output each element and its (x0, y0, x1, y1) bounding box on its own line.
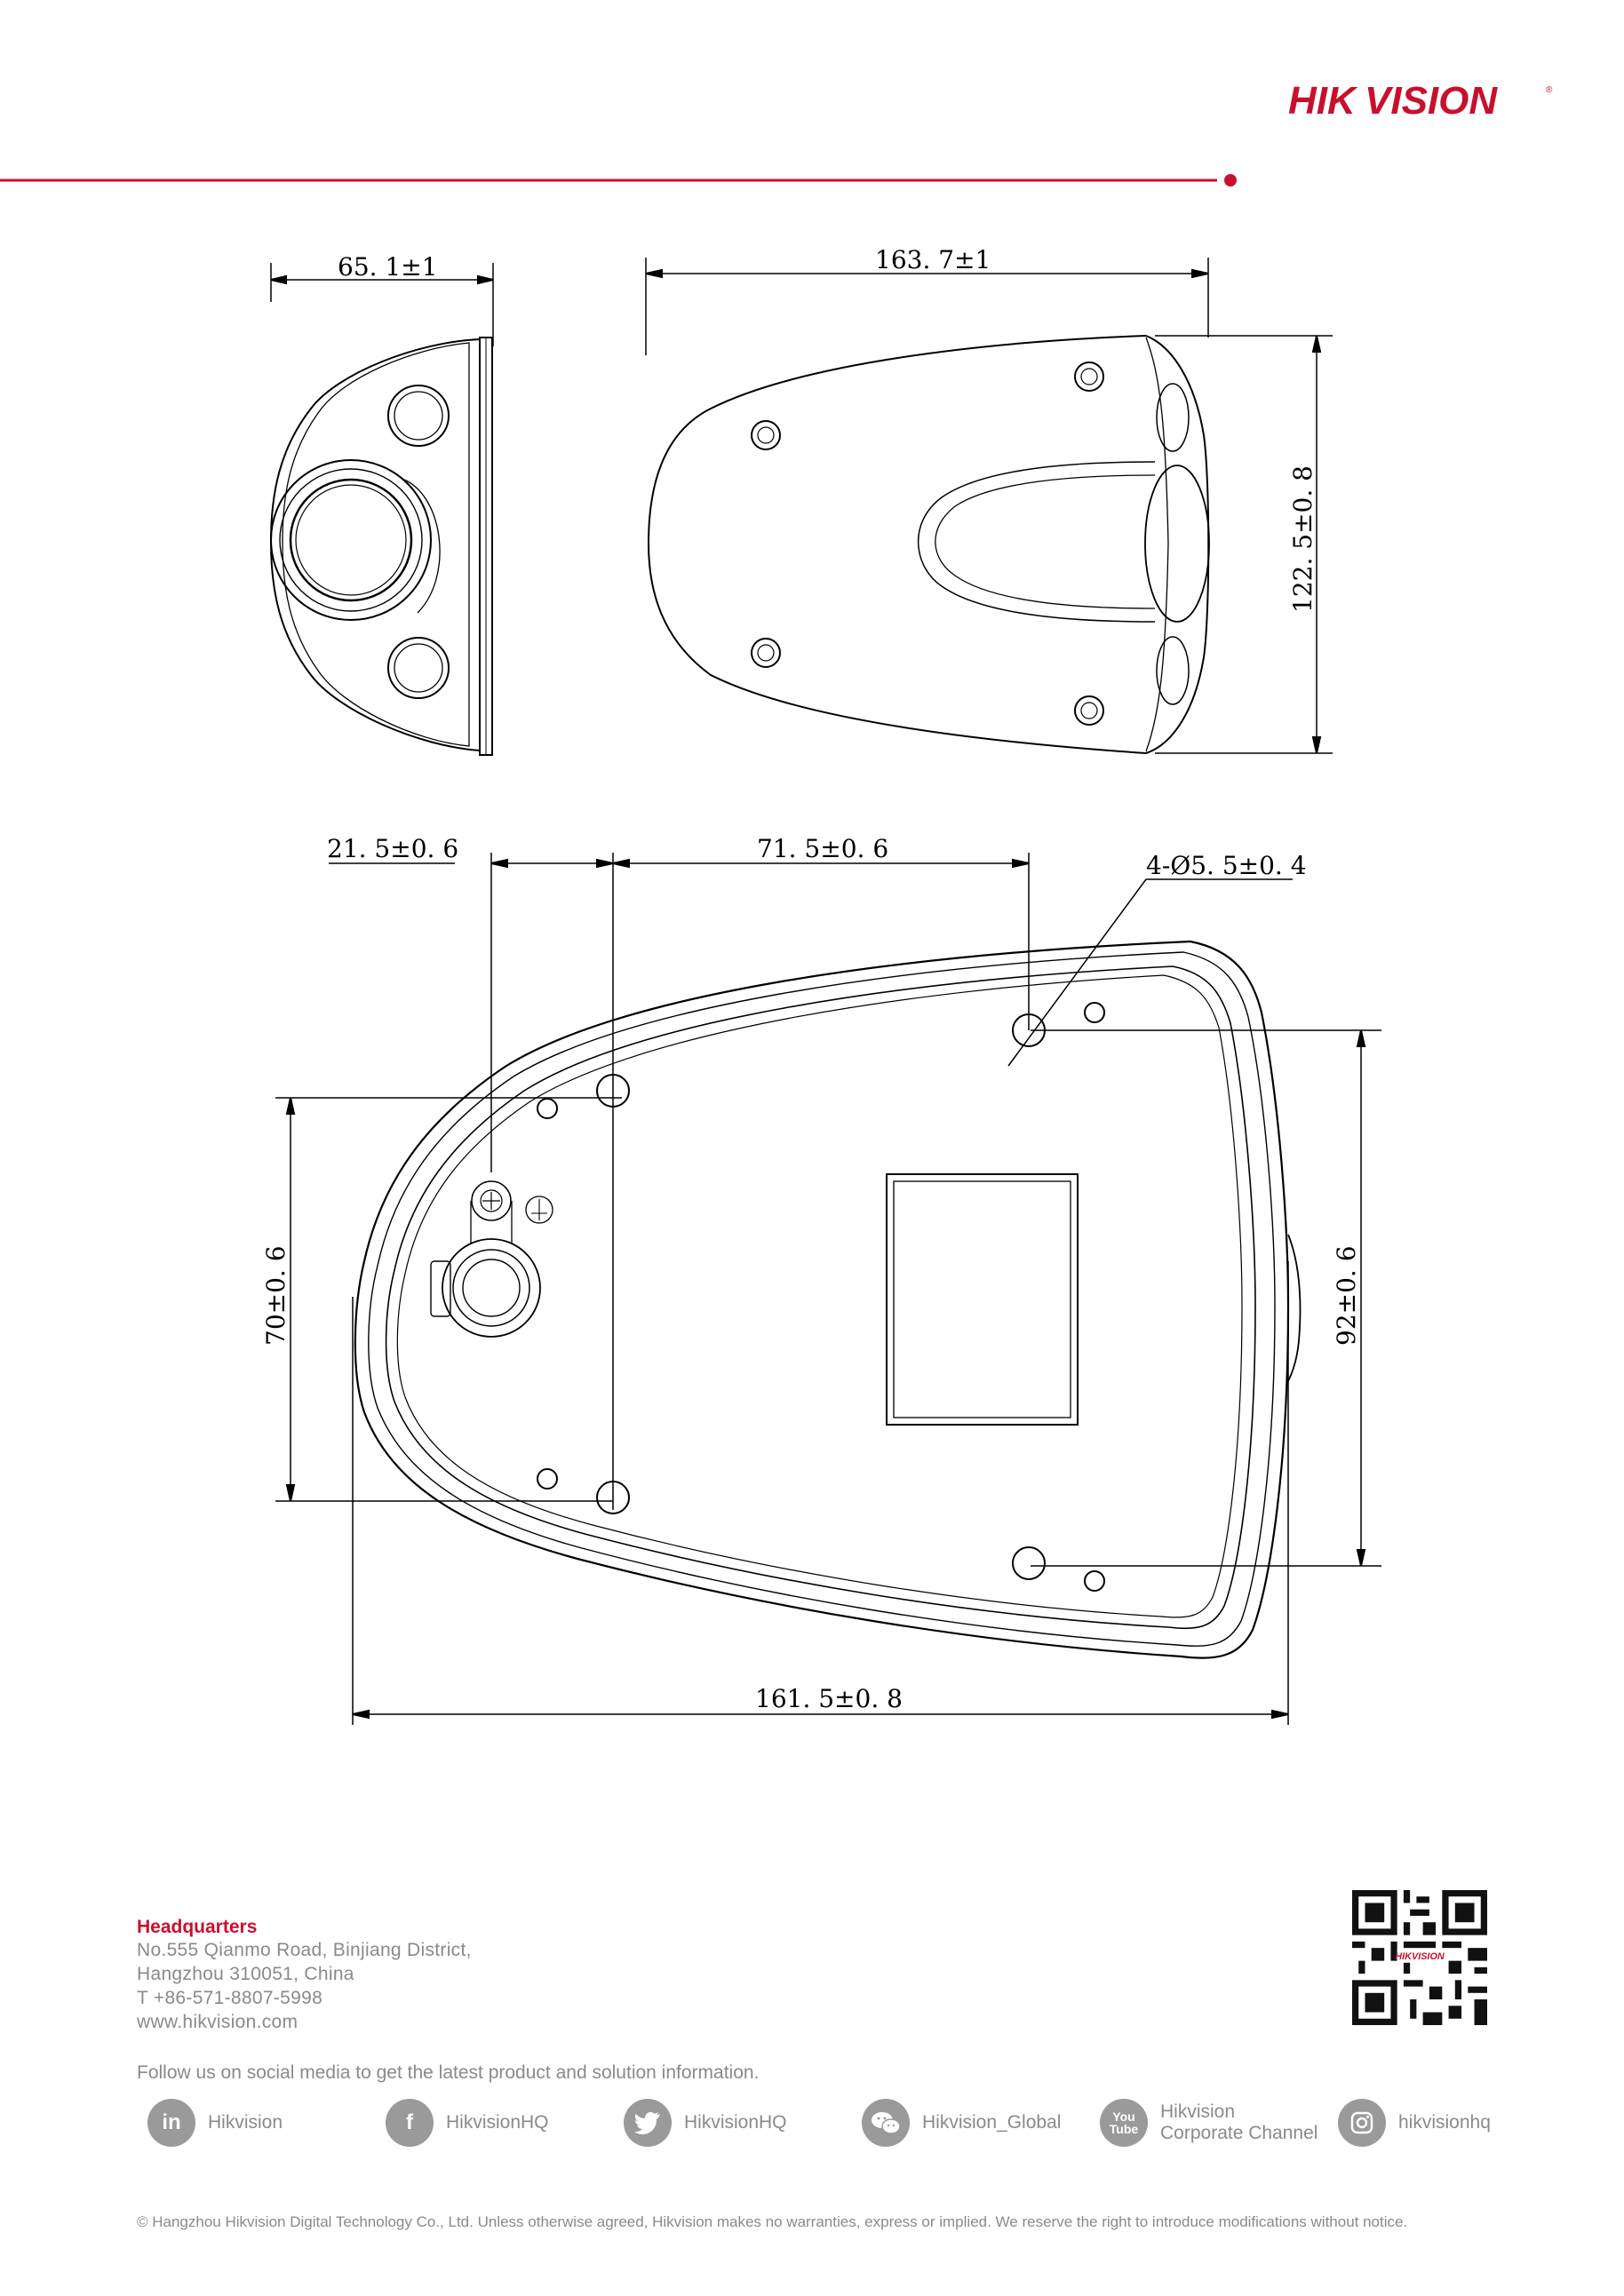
qr-code[interactable] (1352, 1890, 1487, 2025)
social-wechat[interactable] (862, 2096, 1061, 2149)
social-label: Hikvision (208, 2112, 283, 2133)
dim-offset-a: 21. 5±0. 6 (327, 834, 459, 863)
svg-text:HIKVISION: HIKVISION (1395, 1951, 1445, 1963)
dim-side-width: 65. 1±1 (338, 252, 438, 282)
copyright-text: © Hangzhou Hikvision Digital Technology Co., Ltd. Unless otherwise agreed, Hikvision makes no warranties, express or implied. We reserve the right to introduce modifications without notice. (137, 2213, 1408, 2230)
phone-line: T +86-571-8807-5998 (137, 1988, 323, 2008)
youtube-icon: You Tube (1100, 2099, 1148, 2147)
social-label: Hikvision Corporate Channel (1160, 2101, 1318, 2143)
dim-top-length: 163. 7±1 (875, 245, 991, 274)
linkedin-icon: in (147, 2099, 195, 2147)
social-instagram[interactable] (1338, 2096, 1491, 2149)
social-label: HikvisionHQ (446, 2112, 549, 2133)
bottom-view (275, 853, 1381, 1725)
svg-text:®: ® (1546, 85, 1553, 95)
social-label: HikvisionHQ (684, 2112, 787, 2133)
follow-text: Follow us on social media to get the latest product and solution information. (137, 2062, 760, 2083)
top-view (646, 258, 1333, 753)
website-link[interactable]: www.hikvision.com (137, 2012, 299, 2032)
social-label: Hikvision_Global (922, 2112, 1062, 2133)
twitter-icon (624, 2099, 672, 2147)
social-twitter[interactable] (624, 2096, 787, 2149)
logo-text-hik: HIK (1288, 79, 1356, 123)
footer-address (137, 1917, 1523, 2254)
social-label: hikvisionhq (1398, 2112, 1491, 2133)
dim-hole-spec: 4-Ø5. 5±0. 4 (1146, 851, 1307, 880)
social-facebook[interactable] (386, 2096, 549, 2149)
logo-text-vision: VISION (1365, 79, 1498, 123)
dim-bottom-length: 161. 5±0. 8 (755, 1684, 903, 1713)
social-youtube[interactable] (1100, 2096, 1318, 2149)
hq-title: Headquarters (137, 1917, 258, 1937)
wechat-icon (862, 2099, 910, 2147)
facebook-icon: f (386, 2099, 434, 2147)
social-linkedin[interactable] (147, 2096, 283, 2149)
instagram-icon (1338, 2099, 1386, 2147)
dim-right-span: 92±0. 6 (1332, 1245, 1361, 1346)
dim-offset-b: 71. 5±0. 6 (757, 834, 889, 863)
dim-height: 122. 5±0. 8 (1288, 465, 1318, 613)
dim-left-span: 70±0. 6 (261, 1245, 291, 1346)
address-line-1: No.555 Qianmo Road, Binjiang District, (137, 1940, 472, 1960)
address-line-2: Hangzhou 310051, China (137, 1964, 354, 1984)
side-view (271, 263, 493, 755)
